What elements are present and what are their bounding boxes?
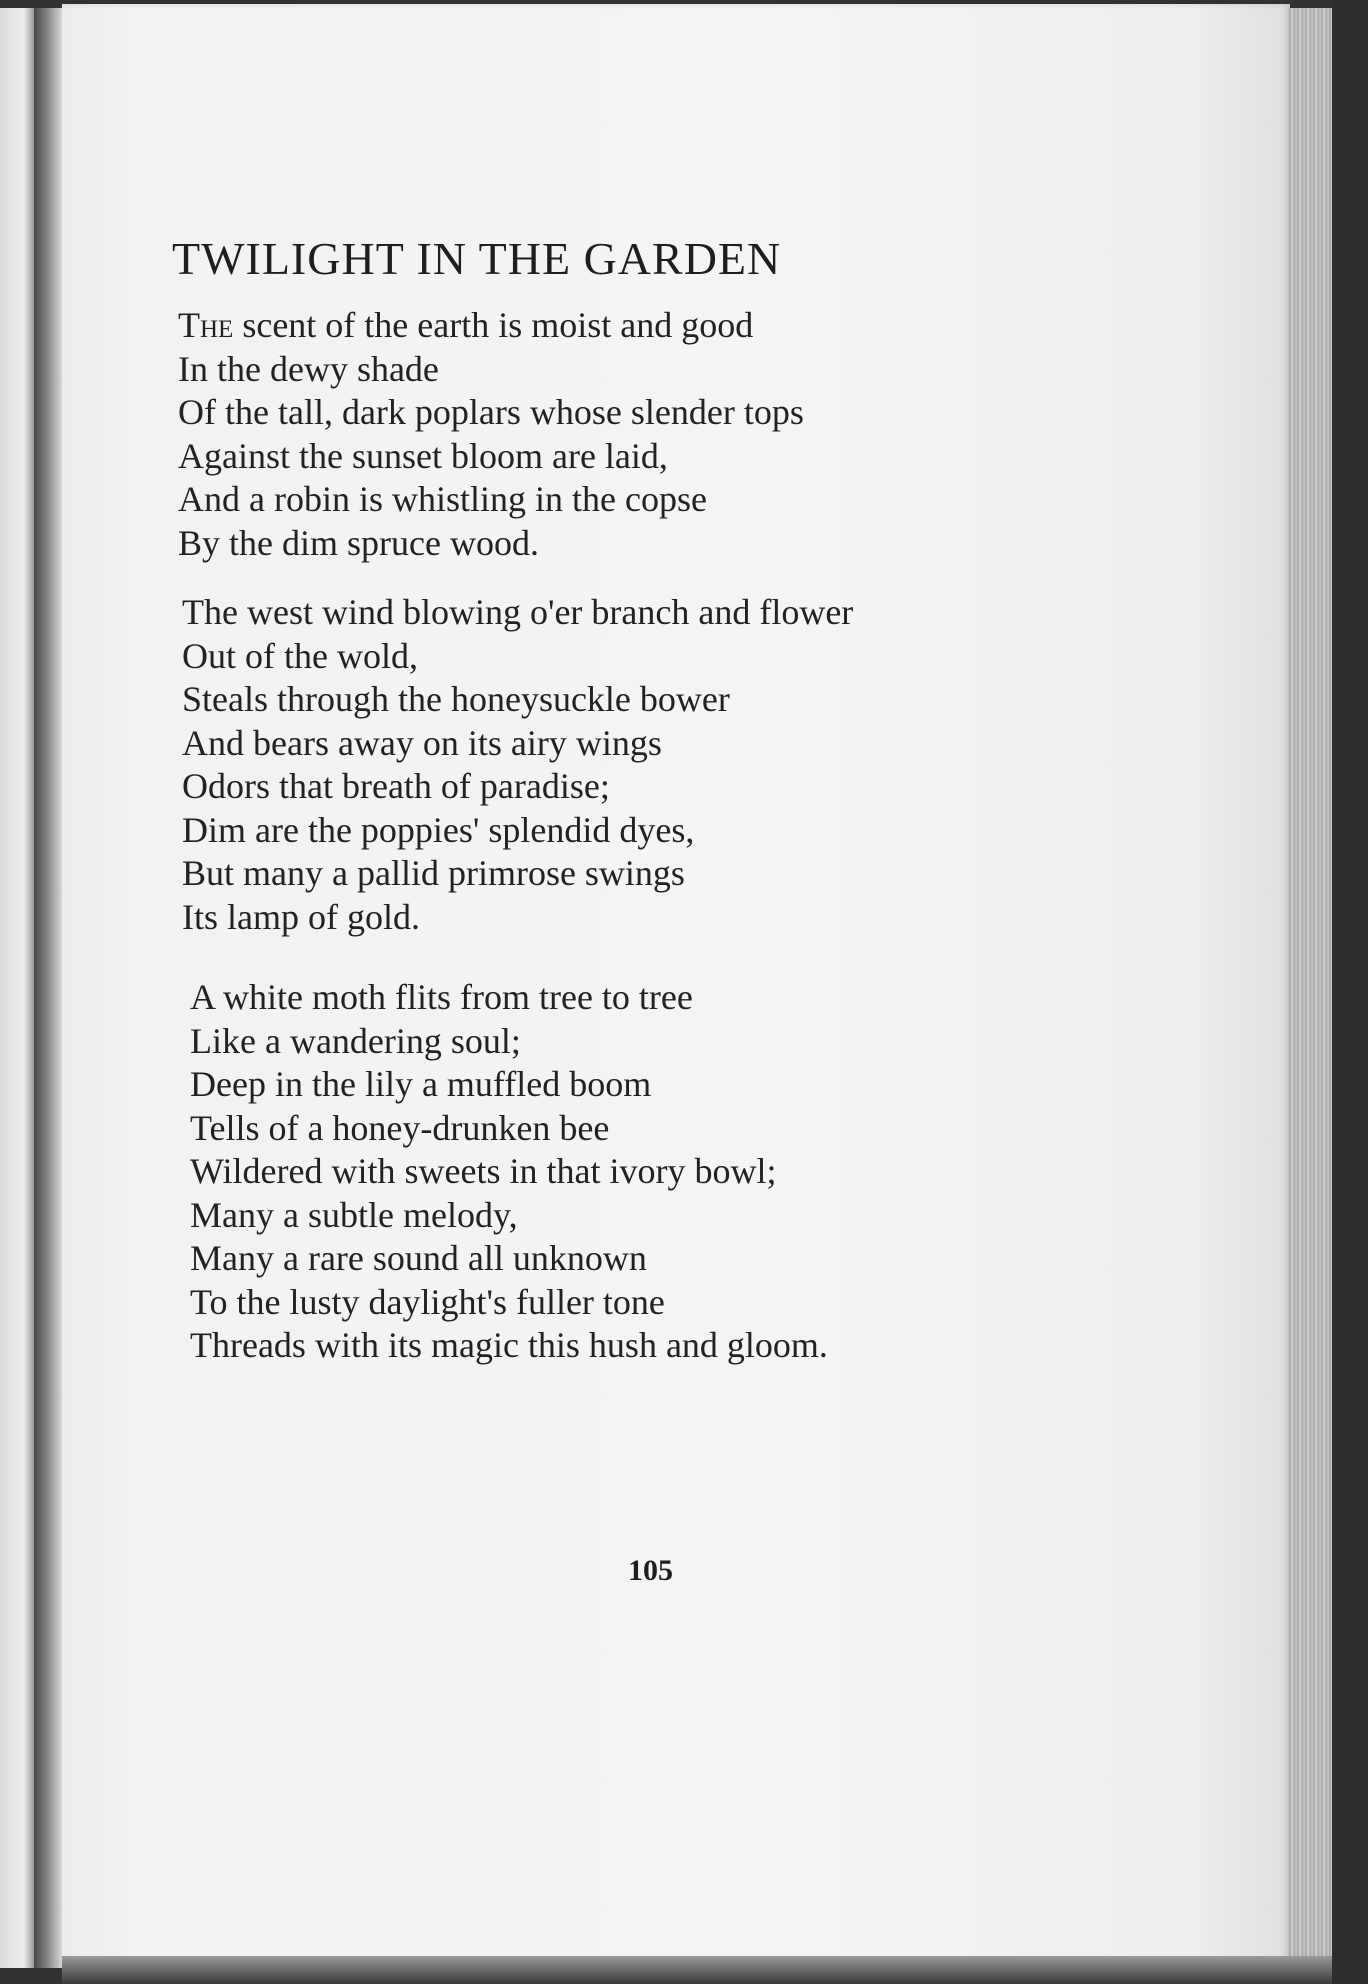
page-block-edges — [1288, 8, 1332, 1956]
poem-line: Many a rare sound all unknown — [190, 1238, 647, 1278]
poem-line: Of the tall, dark poplars whose slender tops — [178, 392, 804, 432]
poem-line: By the dim spruce wood. — [178, 522, 539, 563]
poem-line: Tells of a honey-drunken bee — [190, 1107, 610, 1148]
poem-line: Against the sunset bloom are laid, — [178, 435, 668, 476]
poem-title: TWILIGHT IN THE GARDEN — [172, 233, 782, 284]
poem-line: Threads with its magic this hush and gloom. — [190, 1325, 828, 1365]
facing-page-edge — [0, 8, 34, 1968]
stanza-3 — [190, 976, 828, 1368]
stanza-1 — [178, 304, 804, 565]
poem-line: Like a wandering soul; — [190, 1020, 521, 1061]
stanza-2 — [182, 591, 853, 939]
page-number: 105 — [628, 1554, 673, 1587]
poem-line: Wildered with sweets in that ivory bowl; — [190, 1151, 777, 1191]
poem-line: Dim are the poppies' splendid dyes, — [182, 809, 695, 850]
book-cover-edge — [1332, 0, 1368, 1984]
poem-line: To the lusty daylight's fuller tone — [190, 1281, 665, 1322]
book-gutter — [34, 8, 64, 1968]
page-bottom-shadow — [62, 1956, 1332, 1984]
poem-line: Deep in the lily a muffled boom — [190, 1064, 652, 1104]
poem-line: Many a subtle melody, — [190, 1194, 518, 1235]
poem-line: But many a pallid primrose swings — [182, 853, 685, 893]
poem-line: Out of the wold, — [182, 635, 418, 676]
poem-line: The west wind blowing o'er branch and flower — [182, 592, 854, 632]
poem-line: Steals through the honeysuckle bower — [182, 679, 730, 719]
poem-line: Odors that breath of paradise; — [182, 766, 610, 806]
poem-line: The scent of the earth is moist and good — [178, 305, 754, 345]
poem-line: And bears away on its airy wings — [182, 722, 662, 763]
poem-line: In the dewy shade — [178, 348, 439, 389]
poem-line: Its lamp of gold. — [182, 896, 420, 937]
poem-line: A white moth flits from tree to tree — [190, 977, 693, 1017]
poem-line: And a robin is whistling in the copse — [178, 479, 707, 519]
